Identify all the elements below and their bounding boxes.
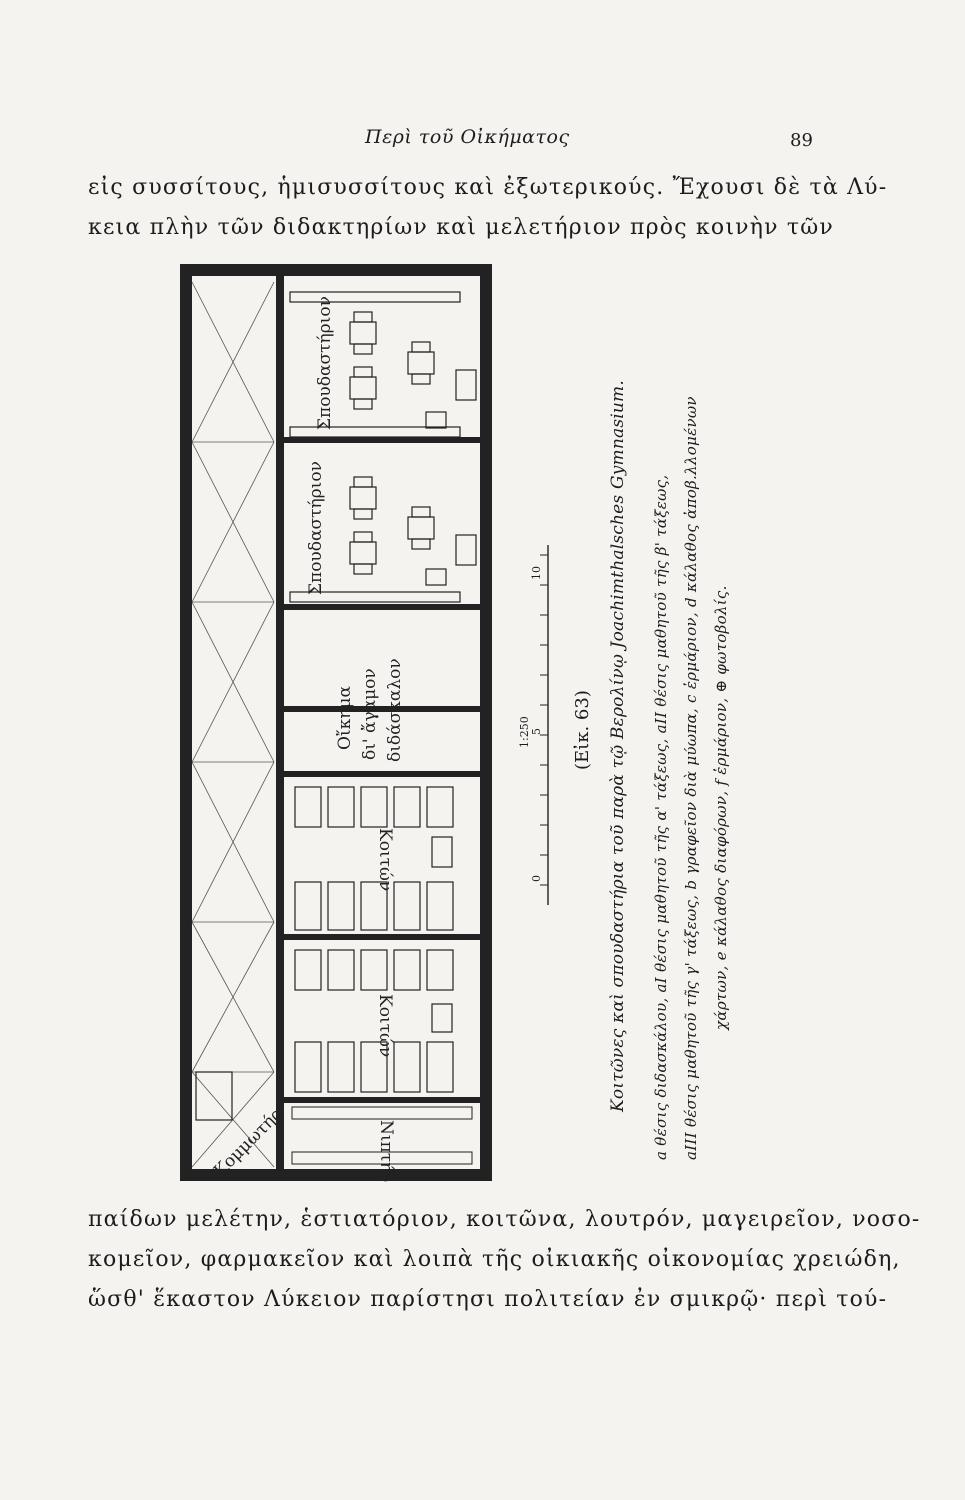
caption-line: a θέσις διδασκάλου, aI θέσις μαθητοῦ τῆς α' τάξεως, aII θέσις μαθητοῦ τῆς β' τάξεως,: [652, 474, 670, 1160]
room-label-dorm-1: Κοιτών: [375, 828, 395, 892]
scale-ratio: 1:250: [518, 716, 531, 748]
room-label-study-2: Σπουδαστήριον: [306, 461, 326, 595]
scale-tick-10: 10: [530, 566, 543, 580]
scale-tick-0: 0: [530, 875, 543, 882]
room-label-study-1: Σπουδαστήριον: [315, 296, 335, 430]
text-line: ὥσθ' ἕκαστον Λύκειον παρίστησι πολιτείαν ἐν σμικρῷ· περὶ τού-: [88, 1287, 888, 1312]
room-label-dorm-2: Κοιτών: [375, 994, 395, 1058]
caption-title: Κοιτῶνες καὶ σπουδαστήρια τοῦ παρὰ τῷ Βερολίνῳ Joachimthalsches Gymnasium.: [608, 380, 628, 1112]
room-label-hall-2: δι' ἄγαμον: [360, 668, 380, 760]
room-label-hall-3: διδάσκαλον: [385, 658, 405, 762]
text-line: κομεῖον, φαρμακεῖον καὶ λοιπὰ τῆς οἰκιακῆς οἰκονομίας χρειώδη,: [88, 1247, 901, 1272]
room-label-washroom: Νιπτήρ: [376, 1120, 396, 1183]
scale-bar-drawing: [528, 540, 558, 910]
caption-line: χάρτων, e κάλαθος διαφόρων, f ἑρμάριον, ⊕ φωτοβολίς.: [712, 585, 730, 1030]
running-head: Περὶ τοῦ Οἰκήματος: [365, 126, 570, 148]
text-line: εἰς συσσίτους, ἡμισυσσίτους καὶ ἐξωτερικούς. Ἔχουσι δὲ τὰ Λύ-: [88, 175, 888, 200]
page-number: 89: [790, 130, 813, 151]
text-line: κεια πλὴν τῶν διδακτηρίων καὶ μελετήριον πρὸς κοινὴν τῶν: [88, 215, 834, 240]
text-line: παίδων μελέτην, ἑστιατόριον, κοιτῶνα, λουτρόν, μαγειρεῖον, νοσο-: [88, 1207, 921, 1232]
bottom-paragraph: [88, 1200, 921, 1320]
top-paragraph: [88, 168, 888, 248]
floor-plan: [180, 262, 530, 1182]
scale-tick-5: 5: [530, 728, 543, 735]
floor-plan-drawing: [180, 262, 530, 1182]
room-label-hall-1: Οἴκημα: [335, 686, 355, 750]
corridor-pattern: [192, 282, 274, 1167]
page-header: [0, 126, 965, 156]
caption-line: aIII θέσις μαθητοῦ τῆς γ' τάξεως, b γραφεῖον διὰ μύωπα, c ἑρμάριον, d κάλαθος ἀποβ.λλομένων: [682, 396, 700, 1160]
room-label-corridor: Κομμωτήρ: [210, 1104, 287, 1182]
figure-number: (Εἰκ. 63): [572, 690, 593, 770]
